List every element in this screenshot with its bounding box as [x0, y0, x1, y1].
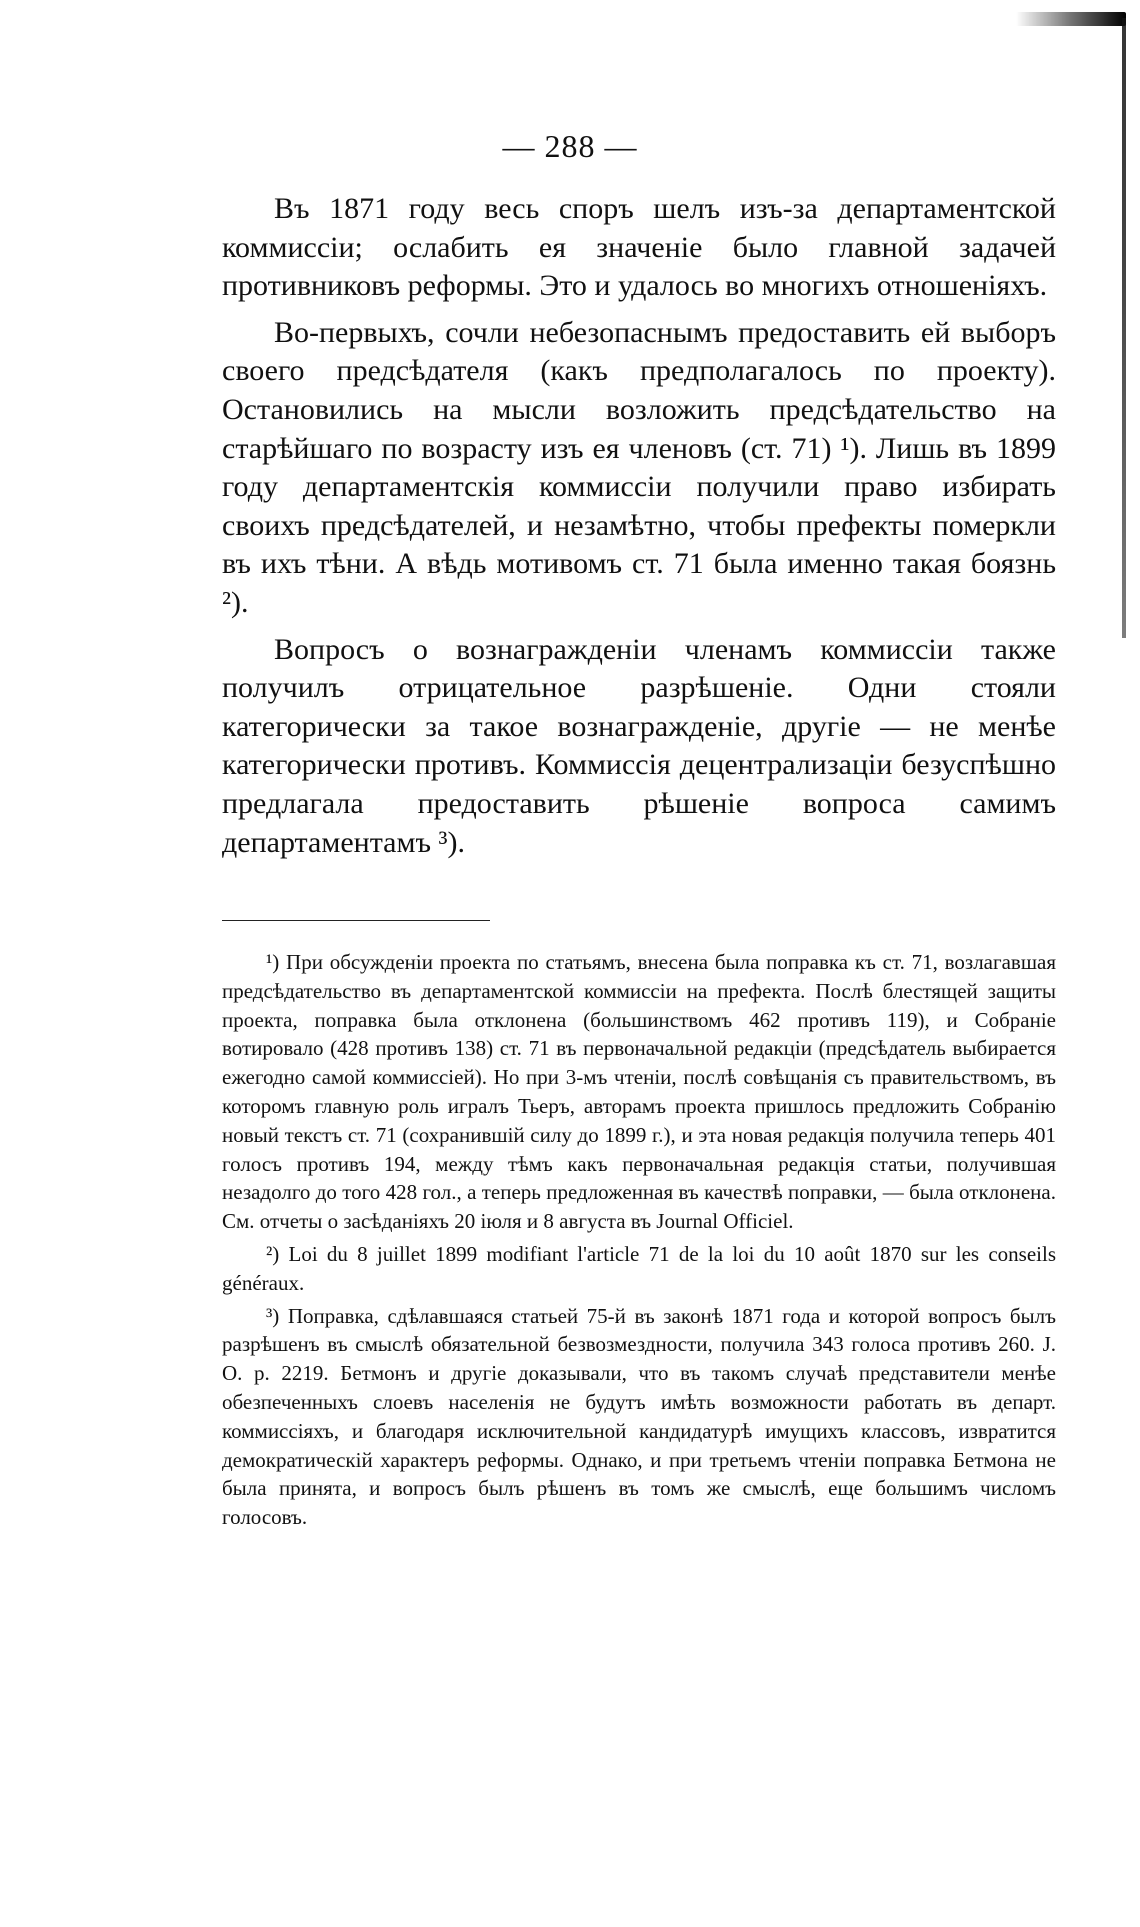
scan-shadow-corner	[1016, 12, 1126, 26]
footnote-1: ¹) При обсужденіи проекта по статьямъ, внесена была поправка къ ст. 71, возлагавшая предсѣдательство въ департаментской коммиссіи на префекта. Послѣ блестящей защиты проекта, поправка была отклонена (большинствомъ 462 противъ 119), и Собраніе вотировало (428 противъ 138) ст. 71 въ первоначальной редакціи (предсѣдатель выбирается ежегодно самой коммиссіей). Но при 3-мъ чтеніи, послѣ совѣщанія съ правительствомъ, въ которомъ главную роль игралъ Тьеръ, авторамъ проекта пришлось предложить Собранію новый текстъ ст. 71 (сохранившій силу до 1899 г.), и эта новая редакція получила теперь 401 голосъ противъ 194, между тѣмъ какъ первоначальная редакція статьи, получившая незадолго до того 428 гол., а теперь предложенная въ качествѣ поправки, — была отклонена. См. отчеты о засѣданіяхъ 20 іюля и 8 августа въ Journal Officiel.	[222, 950, 1056, 1234]
page-number: — 288 —	[502, 128, 638, 164]
paragraph-2: Во-первыхъ, сочли небезопаснымъ предоставить ей выборъ своего предсѣдателя (какъ предполагалось по проекту). Остановились на мысли возложить предсѣдательство на старѣйшаго по возрасту изъ ея членовъ (ст. 71) ¹). Лишь въ 1899 году департаментскія коммиссіи получили право избирать своихъ предсѣдателей, и незамѣтно, чтобы префекты померкли въ ихъ тѣни. А вѣдь мотивомъ ст. 71 была именно такая боязнь ²).	[222, 315, 1056, 619]
paragraph-1: Въ 1871 году весь споръ шелъ изъ-за департаментской коммиссіи; ослабить ея значеніе было главной задачей противниковъ реформы. Это и удалось во многихъ отношеніяхъ.	[222, 192, 1056, 303]
footnotes	[222, 948, 1056, 1536]
footnote-divider	[222, 920, 490, 921]
scan-shadow-edge	[1122, 18, 1126, 638]
footnote-2: ²) Loi du 8 juillet 1899 modifiant l'article 71 de la loi du 10 août 1870 sur les conseils généraux.	[222, 1241, 1056, 1295]
main-text	[222, 190, 1056, 870]
paragraph-3: Вопросъ о вознагражденіи членамъ коммиссіи также получилъ отрицательное разрѣшеніе. Одни стояли категорически за такое вознагражденіе, другіе — не менѣе категорически противъ. Коммиссія децентрализаціи безуспѣшно предлагала предоставить рѣшеніе вопроса самимъ департаментамъ ³).	[222, 632, 1056, 859]
footnote-3: ³) Поправка, сдѣлавшаяся статьей 75-й въ законѣ 1871 года и которой вопросъ былъ разрѣшенъ въ смыслѣ обязательной безвозмездности, получила 343 голоса противъ 260. J. O. p. 2219. Бетмонъ и другіе доказывали, что въ такомъ случаѣ представители менѣе обезпеченныхъ слоевъ населенія не будутъ имѣть возможности работать въ департ. коммиссіяхъ, и благодаря исключительной кандидатурѣ имущихъ классовъ, извратится демократическій характеръ реформы. Однако, и при третьемъ чтеніи поправка Бетмона не была принята, и вопросъ былъ рѣшенъ въ томъ же смыслѣ, еще большимъ числомъ голосовъ.	[222, 1303, 1056, 1530]
